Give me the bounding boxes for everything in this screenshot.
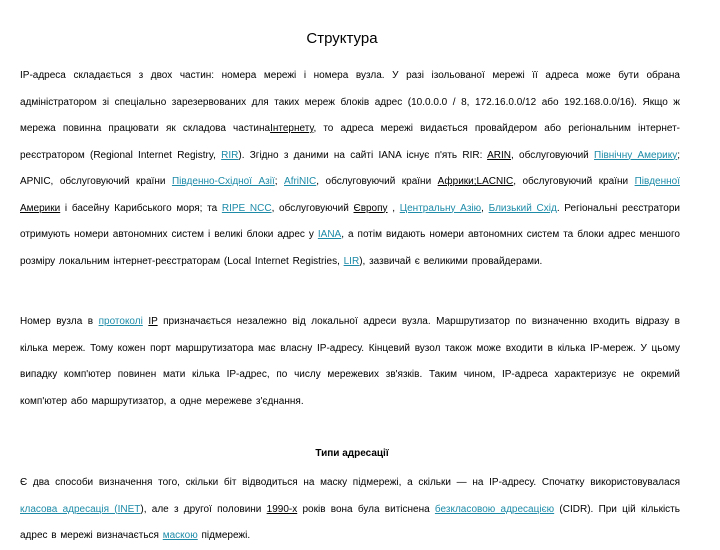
paragraph-addressing-types (20, 470, 680, 550)
link-central-asia[interactable]: Центральну Азію (399, 202, 482, 214)
link-iana[interactable]: IANA (317, 229, 342, 240)
link-north-america[interactable]: Північну Америку (594, 149, 678, 161)
text-run: , (481, 202, 489, 214)
text-run: підмережі. (197, 530, 251, 541)
link-rir[interactable]: RIR (221, 149, 239, 161)
link-1990s[interactable]: 1990-х (266, 503, 298, 515)
text-run: , а потім видають номери автономних систем та блоки адрес меншого розміру локальним інтернет-реєстраторам (Local Internet Registries, (20, 229, 680, 267)
page-title: Структура (306, 30, 378, 47)
link-south[interactable]: Південної (634, 176, 680, 187)
paragraph-structure (20, 63, 680, 275)
text-run: . Регіональні реєстратори отримують номери автономних систем і великі блоки адрес у (20, 202, 680, 240)
link-classless-addressing[interactable]: безкласовою адресацією (434, 503, 555, 515)
link-classful-addressing[interactable]: класова адресація (INET (20, 503, 141, 515)
text-run: (CIDR). При цій кількість адрес в мережі визначається (20, 503, 680, 541)
text-run: , обслуговуючий країни (513, 176, 635, 187)
text-run: призначається незалежно від локальної адреси вузла. Маршрутизатор по визначенню входить відразу в кілька мереж. Тому кожен порт маршрутизатора має власну IP-адресу. Кінцевий вузол також може входити в кілька IP-мереж. У цьому випадку комп'ютер повинен мати кілька IP-адрес, по числу мережевих зв'язків. Таким чином, IP-адреса характеризує не окремий комп'ютер або маршрутизатор, а одне мережеве з'єднання. (20, 316, 680, 407)
link-ripe-ncc[interactable]: RIPE NCC (221, 202, 272, 214)
link-southeast-asia[interactable]: Південно-Східної Азії (171, 176, 275, 187)
text-run: і басейну Карибського моря; та (60, 202, 222, 214)
link-arin[interactable]: ARIN (487, 149, 511, 161)
text-run: , обслуговуючий (271, 202, 354, 214)
paragraph-host-number (20, 309, 680, 415)
text-run: , обслуговуючий (510, 149, 595, 161)
link-middle-east[interactable]: Близький Схід (488, 202, 557, 214)
text-run: ). Згідно з даними на сайті IANA існує п'ять RIR: (238, 149, 488, 161)
text-run: IP-адреса складається з двох частин: номера мережі і номера вузла. У разі ізольованої мережі її адреса може бути обрана адміністратором зі спеціально зарезервованих для таких мереж блоків адрес (10.0.0.0 / 8, 172.16.0.0/12 або 192.168.0.0/16). Якщо ж мережа повинна працювати як складова частина (20, 70, 680, 134)
link-internet[interactable]: Інтернету (270, 123, 314, 134)
link-protocol[interactable]: протоколі (98, 316, 143, 327)
link-mask[interactable]: маскою (162, 530, 198, 541)
link-africa-lacnic[interactable]: Африки;LACNIC (437, 176, 514, 187)
text-run: ), але з другої половини (140, 503, 267, 515)
text-run: ; (274, 176, 285, 187)
text-run: , то адреса мережі видається провайдером або регіональним інтернет-реєстратором (Regional Internet Registry, (20, 123, 680, 161)
link-europe[interactable]: Європу (353, 202, 388, 214)
text-run: , (387, 202, 400, 214)
text-run: ), зазвичай є великими провайдерами. (359, 255, 543, 267)
link-lir[interactable]: LIR (343, 255, 360, 267)
text-run: , обслуговуючий країни (316, 176, 438, 187)
text-run: ; APNIC, обслуговуючий країни (20, 149, 681, 187)
section-heading: Типи адресації (315, 448, 389, 459)
text-run: років вона була витіснена (297, 503, 435, 515)
link-america[interactable]: Америки (20, 202, 61, 214)
text-run: Є два способи визначення того, скільки біт відводиться на маску підмережі, а скільки — на IP-адресу. Спочатку використовувалася (20, 477, 680, 488)
text-run: Номер вузла в (20, 316, 99, 327)
link-afrinic[interactable]: AfriNIC (284, 176, 317, 187)
link-ip[interactable]: IP (148, 316, 158, 327)
